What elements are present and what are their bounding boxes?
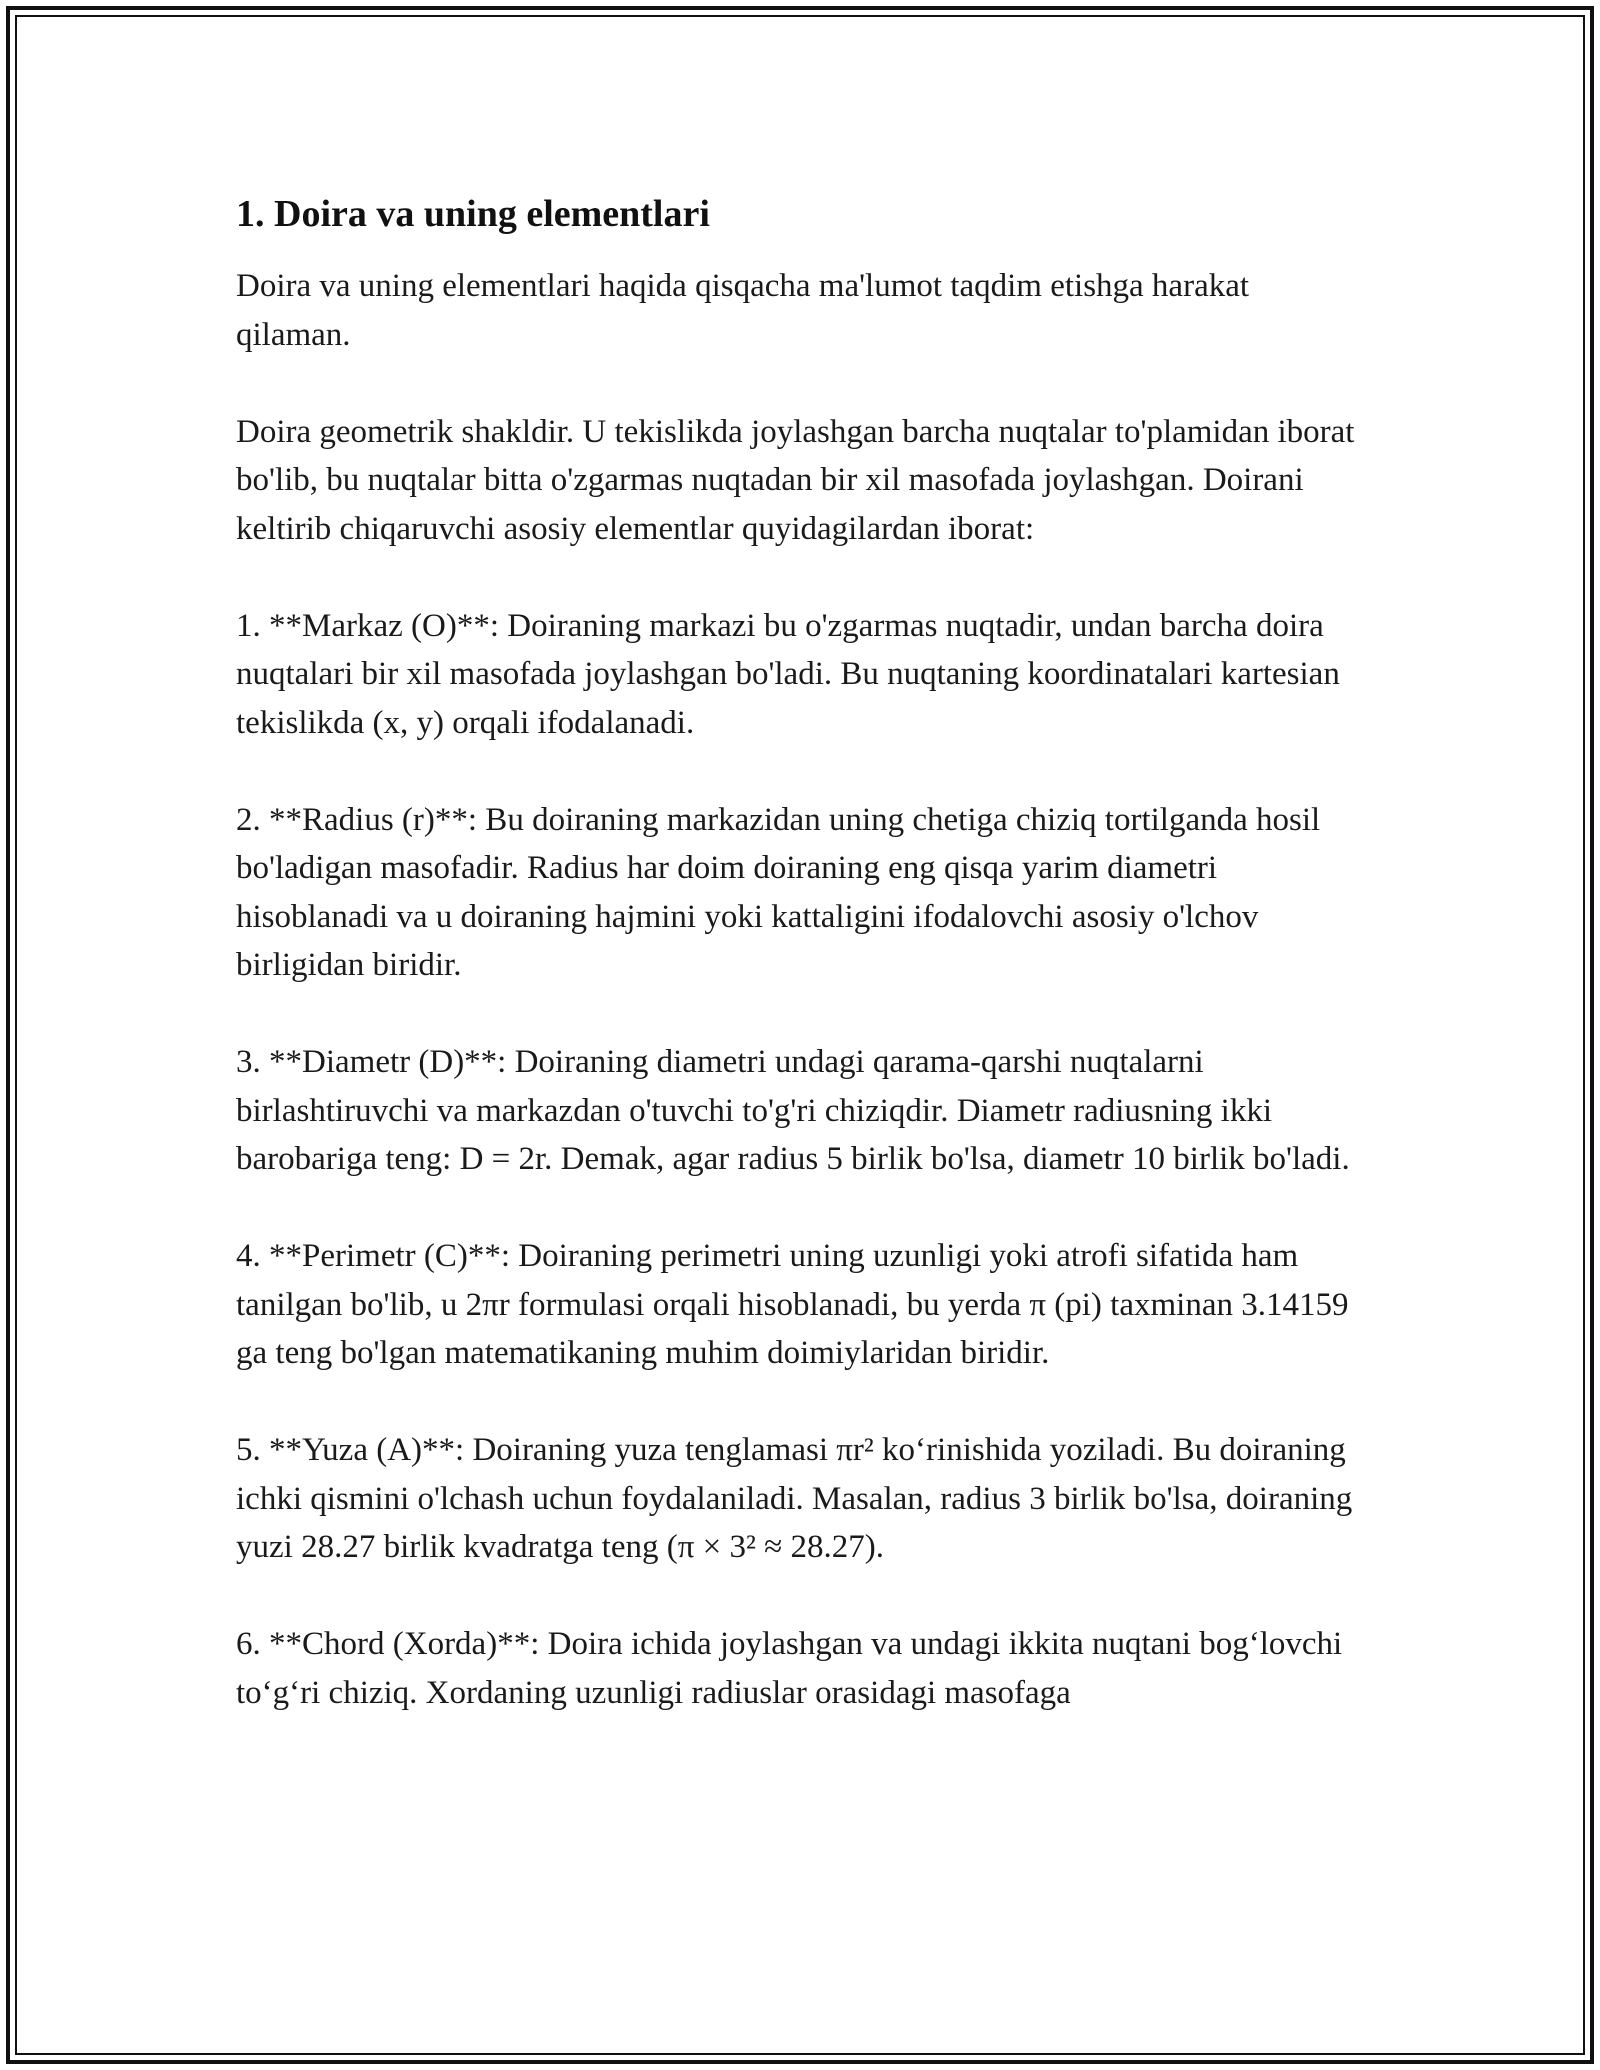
list-item-radius: 2. **Radius (r)**: Bu doiraning markazidan uning chetiga chiziq tortilganda hosil bo'ladigan masofadir. Radius har doim doiraning eng qisqa yarim diametri hisoblanadi va u doiraning hajmini yoki kattaligini ifodalovchi asosiy o'lchov birligidan biridir. [236, 801, 1321, 983]
list-item-diameter: 3. **Diametr (D)**: Doiraning diametri undagi qarama-qarshi nuqtalarni birlashtiruvchi va markazdan o'tuvchi to'g'ri chiziqdir. Diametr radiusning ikki barobariga teng: D = 2r. Demak, agar radius 5 birlik bo'lsa, diametr 10 birlik bo'ladi. [236, 1044, 1350, 1177]
definition-paragraph: Doira geometrik shakldir. U tekislikda joylashgan barcha nuqtalar to'plamidan iborat bo'lib, bu nuqtalar bitta o'zgarmas nuqtadan bir xil masofada joylashgan. Doirani keltirib chiqaruvchi asosiy elementlar quyidagilardan iborat: [236, 413, 1355, 547]
list-item-center: 1. **Markaz (O)**: Doiraning markazi bu o'zgarmas nuqtadir, undan barcha doira nuqtalari bir xil masofada joylashgan bo'ladi. Bu nuqtaning koordinatalari kartesian tekislikda (x, y) orqali ifodalanadi. [236, 607, 1340, 741]
list-item-area: 5. **Yuza (A)**: Doiraning yuza tenglamasi πr² ko‘rinishida yoziladi. Bu doiraning ichki qismini o'lchash uchun foydalaniladi. Masalan, radius 3 birlik bo'lsa, doiraning yuzi 28.27 birlik kvadratga teng (π × 3² ≈ 28.27). [236, 1432, 1353, 1565]
document-title: 1. Doira va uning elementlari [236, 193, 710, 235]
list-item-chord: 6. **Chord (Xorda)**: Doira ichida joylashgan va undagi ikkita nuqtani bog‘lovchi to‘g‘ri chiziq. Xordaning uzunligi radiuslar orasidagi masofaga [236, 1626, 1343, 1711]
list-item-perimeter: 4. **Perimetr (C)**: Doiraning perimetri uning uzunligi yoki atrofi sifatida ham tanilgan bo'lib, u 2πr formulasi orqali hisoblanadi, bu yerda π (pi) taxminan 3.14159 ga teng bo'lgan matematikaning muhim doimiylaridan biridir. [236, 1238, 1349, 1371]
document-body [236, 186, 1366, 1766]
intro-paragraph: Doira va uning elementlari haqida qisqacha ma'lumot taqdim etishga harakat qilaman. [236, 268, 1250, 353]
